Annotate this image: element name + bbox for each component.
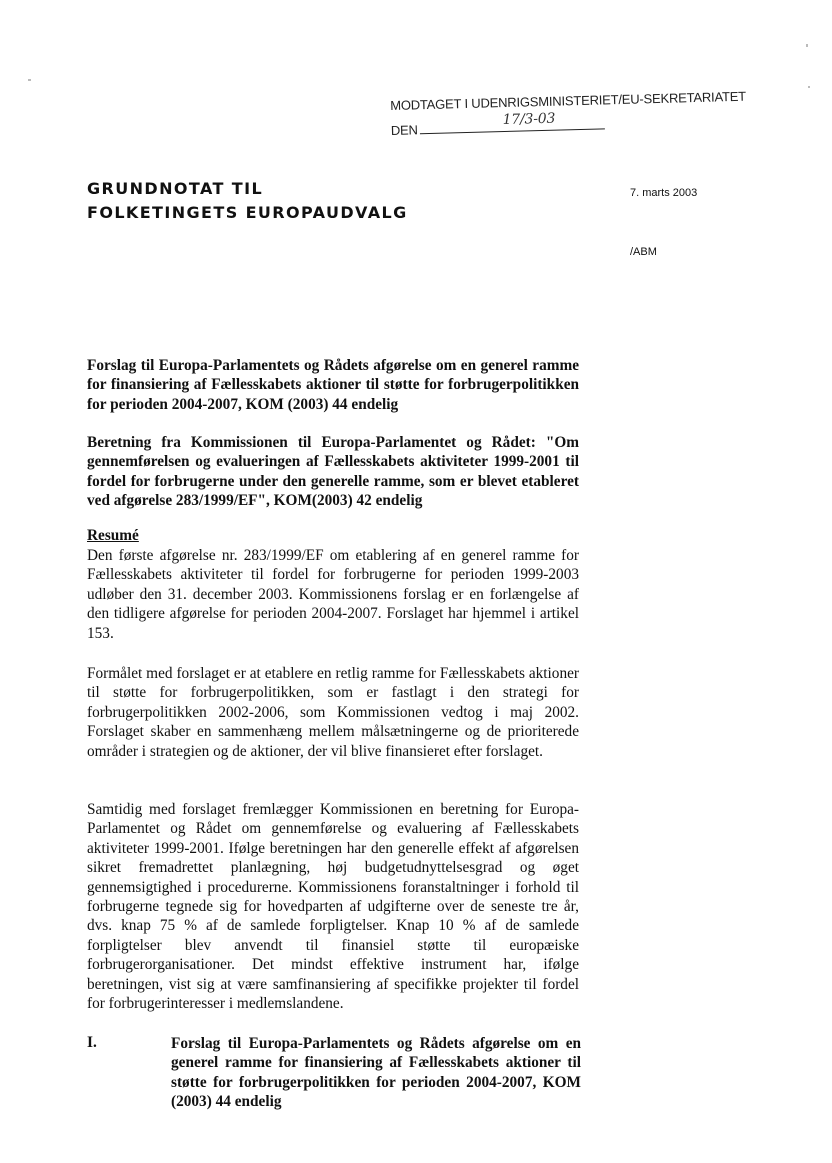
received-stamp [390, 89, 751, 138]
document-date: 7. marts 2003 [630, 187, 698, 199]
scan-speck [806, 44, 808, 47]
stamp-received-text: MODTAGET I UDENRIGSMINISTERIET/EU-SEKRETARIATET [390, 88, 747, 113]
document-reference: /ABM [630, 246, 657, 258]
proposal-title: Forslag til Europa-Parlamentets og Rådets afgørelse om en generel ramme for finansiering af Fællesskabets aktioner til støtte for forbrugerpolitikken for perioden 2004-2007, KOM (2003) 44 endelig [87, 357, 579, 413]
report-title: Beretning fra Kommissionen til Europa-Parlamentet og Rådet: "Om gennemførelsen og evalueringen af Fællesskabets aktiviteter 1999-2001 til fordel for forbrugerne under den generelle ramme, som er blevet etableret ved afgørelse 283/1999/EF", KOM(2003) 42 endelig [87, 434, 579, 510]
resume-paragraph-2: Formålet med forslaget er at etablere en retlig ramme for Fællesskabets aktioner til støtte for forbrugerpolitikken, som er fastlagt i den strategi for forbrugerpolitikken 2002-2006, som Kommissionen vedtog i maj 2002. Forslaget skaber en sammenhæng mellem målsætningerne og de prioriterede områder i strategien og de aktioner, der vil blive finansieret efter forslaget. [87, 665, 579, 760]
scan-speck [808, 86, 810, 88]
section-title: Forslag til Europa-Parlamentets og Rådets afgørelse om en generel ramme for finansiering af Fællesskabets aktioner til støtte for forbrugerpolitikken for perioden 2004-2007, KOM (2003) 44 endelig [171, 1035, 581, 1111]
resume-paragraph-1: Den første afgørelse nr. 283/1999/EF om etablering af en generel ramme for Fællesskabets aktiviteter til fordel for forbrugerne for perioden 1999-2003 udløber den 31. december 2003. Kommissionens forslag er en forlængelse af den tidligere afgørelse for perioden 2004-2007. Forslaget har hjemmel i artikel 153. [87, 547, 579, 642]
handwritten-date: 17/3-03 [502, 110, 556, 129]
heading-line-2: FOLKETINGETS EUROPAUDVALG [87, 203, 408, 222]
section-number: I. [87, 1034, 97, 1051]
heading-line-1: GRUNDNOTAT TIL [87, 179, 264, 198]
stamp-den-label: DEN [390, 122, 418, 138]
resume-heading: Resumé [87, 527, 139, 544]
resume-paragraph-3: Samtidig med forslaget fremlægger Kommissionen en beretning for Europa-Parlamentet og Rådet om gennemførelse og evaluering af Fællesskabets aktiviteter 1999-2001. Ifølge beretningen har den generelle effekt af afgørelsen sikret fremadrettet planlægning, høj budgetudnyttelsesgrad og øget gennemsigtighed i procedurerne. Kommissionens foranstaltninger i forhold til forbrugerne tegnede sig for hovedparten af udgifterne over de seneste tre år, dvs. knap 75 % af de samlede forpligtelser. Knap 10 % af de samlede forpligtelser blev anvendt til finansiel støtte til europæiske forbrugerorganisationer. Det mindst effektive instrument har, ifølge beretningen, vist sig at være samfinansiering af specifikke projekter til fordel for forbrugerinteresser i medlemslandene. [87, 801, 579, 1013]
scan-speck [28, 79, 31, 81]
document-heading [87, 177, 408, 225]
